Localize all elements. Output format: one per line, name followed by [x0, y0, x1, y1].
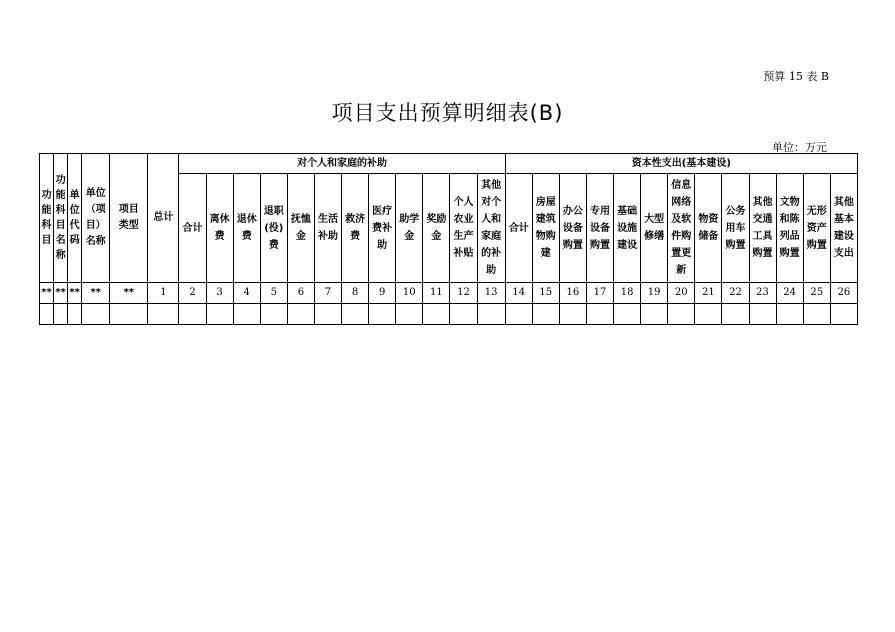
personal-col-10: 个人农业生产补贴	[450, 174, 477, 283]
personal-col-8: 助学金	[396, 174, 423, 283]
marker-cell: **	[82, 283, 110, 304]
column-number-cell: 9	[369, 283, 396, 304]
personal-col-0: 合计	[179, 174, 206, 283]
column-number-cell: 26	[830, 283, 857, 304]
header-project-type: 项目类型	[110, 154, 148, 283]
column-number-cell: 25	[803, 283, 830, 304]
capital-col-5: 大型修缮	[641, 174, 668, 283]
capital-col-1: 房屋建筑物购建	[532, 174, 559, 283]
personal-col-5: 生活补助	[314, 174, 341, 283]
capital-col-12: 其他基本建设支出	[830, 174, 857, 283]
header-func-subject-name: 功能科目名称	[54, 154, 68, 283]
column-number-cell: 12	[450, 283, 477, 304]
personal-col-3: 退职(役)费	[260, 174, 287, 283]
column-number-cell: 7	[314, 283, 341, 304]
capital-col-8: 公务用车购置	[722, 174, 749, 283]
personal-col-4: 抚恤金	[287, 174, 314, 283]
page-title: 项目支出预算明细表(B)	[331, 101, 564, 125]
column-number-cell: 1	[148, 283, 179, 304]
column-number-cell: 19	[641, 283, 668, 304]
header-unit-code: 单位代码	[68, 154, 82, 283]
capital-col-9: 其他交通工具购置	[749, 174, 776, 283]
column-number-cell: 22	[722, 283, 749, 304]
marker-cell: **	[54, 283, 68, 304]
budget-table	[39, 153, 858, 325]
data-row	[40, 304, 858, 325]
personal-col-2: 退休费	[233, 174, 260, 283]
capital-col-11: 无形资产购置	[803, 174, 830, 283]
column-number-cell: 14	[505, 283, 532, 304]
capital-col-4: 基础设施建设	[614, 174, 641, 283]
capital-col-2: 办公设备购置	[559, 174, 586, 283]
column-number-cell: 5	[260, 283, 287, 304]
personal-col-9: 奖励金	[423, 174, 450, 283]
column-number-cell: 17	[586, 283, 613, 304]
capital-col-0: 合计	[505, 174, 532, 283]
column-number-cell: 24	[776, 283, 803, 304]
column-number-cell: 4	[233, 283, 260, 304]
column-number-cell: 20	[668, 283, 695, 304]
capital-col-6: 信息网络及软件购置更新	[668, 174, 695, 283]
column-number-cell: 18	[614, 283, 641, 304]
personal-col-6: 救济费	[342, 174, 369, 283]
column-number-cell: 2	[179, 283, 206, 304]
header-func-subject: 功能科目	[40, 154, 54, 283]
unit-label: 单位：万元	[772, 141, 827, 154]
header-group-capital: 资本性支出(基本建设)	[505, 154, 857, 174]
column-number-cell: 15	[532, 283, 559, 304]
header-unit-name: 单位（项目）名称	[82, 154, 110, 283]
personal-col-11: 其他对个人和家庭的补助	[477, 174, 505, 283]
column-number-cell: 6	[287, 283, 314, 304]
column-number-cell: 10	[396, 283, 423, 304]
marker-cell: **	[110, 283, 148, 304]
column-number-cell: 21	[695, 283, 722, 304]
column-number-cell: 16	[559, 283, 586, 304]
column-number-cell: 8	[342, 283, 369, 304]
header-total: 总计	[148, 154, 179, 283]
column-number-cell: 23	[749, 283, 776, 304]
column-number-cell: 13	[477, 283, 505, 304]
capital-col-7: 物资储备	[695, 174, 722, 283]
personal-col-1: 离休费	[206, 174, 233, 283]
marker-cell: **	[68, 283, 82, 304]
personal-col-7: 医疗费补助	[369, 174, 396, 283]
form-number: 预算 15 表 B	[763, 70, 829, 83]
capital-col-10: 文物和陈列品购置	[776, 174, 803, 283]
column-number-cell: 3	[206, 283, 233, 304]
capital-col-3: 专用设备购置	[586, 174, 613, 283]
header-group-personal: 对个人和家庭的补助	[179, 154, 505, 174]
marker-cell: **	[40, 283, 54, 304]
column-number-cell: 11	[423, 283, 450, 304]
column-number-row	[40, 283, 858, 304]
